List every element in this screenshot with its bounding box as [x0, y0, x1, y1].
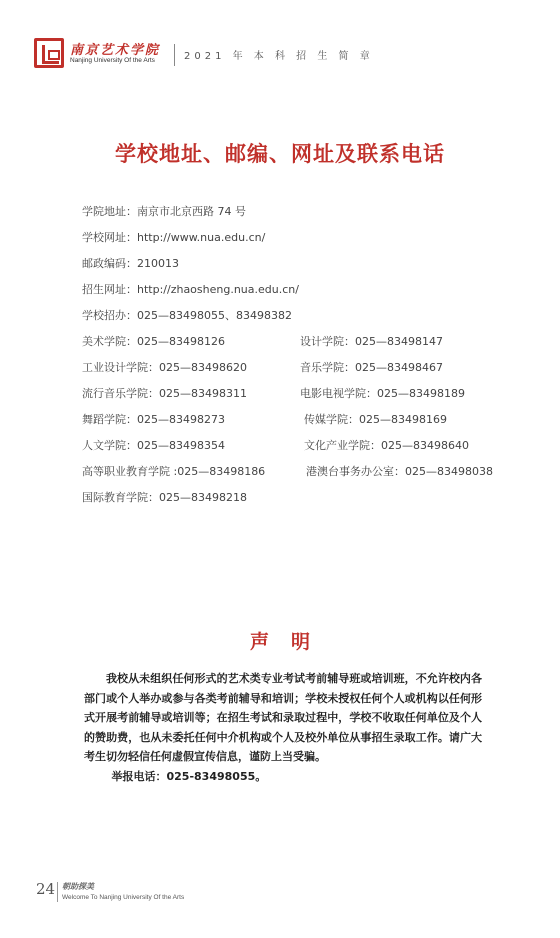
- contact-row: [82, 463, 522, 489]
- contact-row: [82, 333, 522, 359]
- contact-entry: 设计学院：025—83498147: [300, 335, 443, 348]
- header-divider: [174, 44, 175, 66]
- page-footer: [36, 878, 336, 908]
- contact-entry: 港澳台事务办公室：025—83498038: [306, 465, 493, 478]
- report-phone: 举报电话：025-83498055。: [111, 769, 267, 783]
- contact-row: [82, 359, 522, 385]
- contact-entry: 人文学院：025—83498354: [82, 439, 225, 452]
- contact-entry: 工业设计学院：025—83498620: [82, 361, 247, 374]
- contact-row: [82, 411, 522, 437]
- contact-entry: 学校网址：http://www.nua.edu.cn/: [82, 231, 266, 244]
- footer-slogan-en: Welcome To Nanjing University Of the Arts: [62, 894, 185, 901]
- contact-entry: 学校招办：025—83498055、83498382: [82, 309, 292, 322]
- contact-list: [82, 203, 522, 515]
- contact-row: [82, 281, 522, 307]
- contact-section-title: 学校地址、邮编、网址及联系电话: [115, 141, 445, 166]
- contact-row: [82, 307, 522, 333]
- contact-entry: 流行音乐学院：025—83498311: [82, 387, 247, 400]
- notice-body: [84, 669, 482, 787]
- page-header: [34, 38, 514, 74]
- contact-row: [82, 437, 522, 463]
- logo-chinese-name: 南京艺术学院: [70, 43, 161, 58]
- contact-entry: 招生网址：http://zhaosheng.nua.edu.cn/: [82, 283, 299, 296]
- contact-entry: 国际教育学院：025—83498218: [82, 491, 247, 504]
- footer-divider: [57, 882, 58, 902]
- contact-entry: 传媒学院：025—83498169: [304, 413, 447, 426]
- contact-entry: 学院地址：南京市北京西路 74 号: [82, 205, 246, 218]
- contact-row: [82, 255, 522, 281]
- contact-entry: 文化产业学院：025—83498640: [304, 439, 469, 452]
- contact-entry: 舞蹈学院：025—83498273: [82, 413, 225, 426]
- university-logo-icon: [34, 38, 64, 68]
- contact-row: [82, 203, 522, 229]
- footer-slogan-cn: 朝助探美: [62, 882, 94, 891]
- page-number: 24: [36, 880, 56, 898]
- logo-english-name: Nanjing University Of the Arts: [70, 57, 155, 64]
- contact-row: [82, 385, 522, 411]
- notice-paragraph: 我校从未组织任何形式的艺术类专业考试考前辅导班或培训班，不允许校内各部门或个人举办或参与各类考前辅导和培训；学校未授权任何个人或机构以任何形式开展考前辅导或培训等；在招生考试和录取过程中，学校不收取任何单位及个人的赞助费，也从未委托任何中介机构或个人及校外单位从事招生录取工作。请广大考生切勿轻信任何虚假宣传信息，谨防上当受骗。: [84, 672, 482, 764]
- contact-entry: 音乐学院：025—83498467: [300, 361, 443, 374]
- contact-entry: 高等职业教育学院 :025—83498186: [82, 465, 266, 478]
- contact-entry: 美术学院：025—83498126: [82, 335, 225, 348]
- contact-row: [82, 489, 522, 515]
- contact-row: [82, 229, 522, 255]
- header-title: 2021 年 本 科 招 生 简 章: [184, 51, 374, 62]
- notice-section-title: 声明: [249, 631, 332, 653]
- contact-entry: 邮政编码：210013: [82, 257, 179, 270]
- contact-entry: 电影电视学院：025—83498189: [300, 387, 465, 400]
